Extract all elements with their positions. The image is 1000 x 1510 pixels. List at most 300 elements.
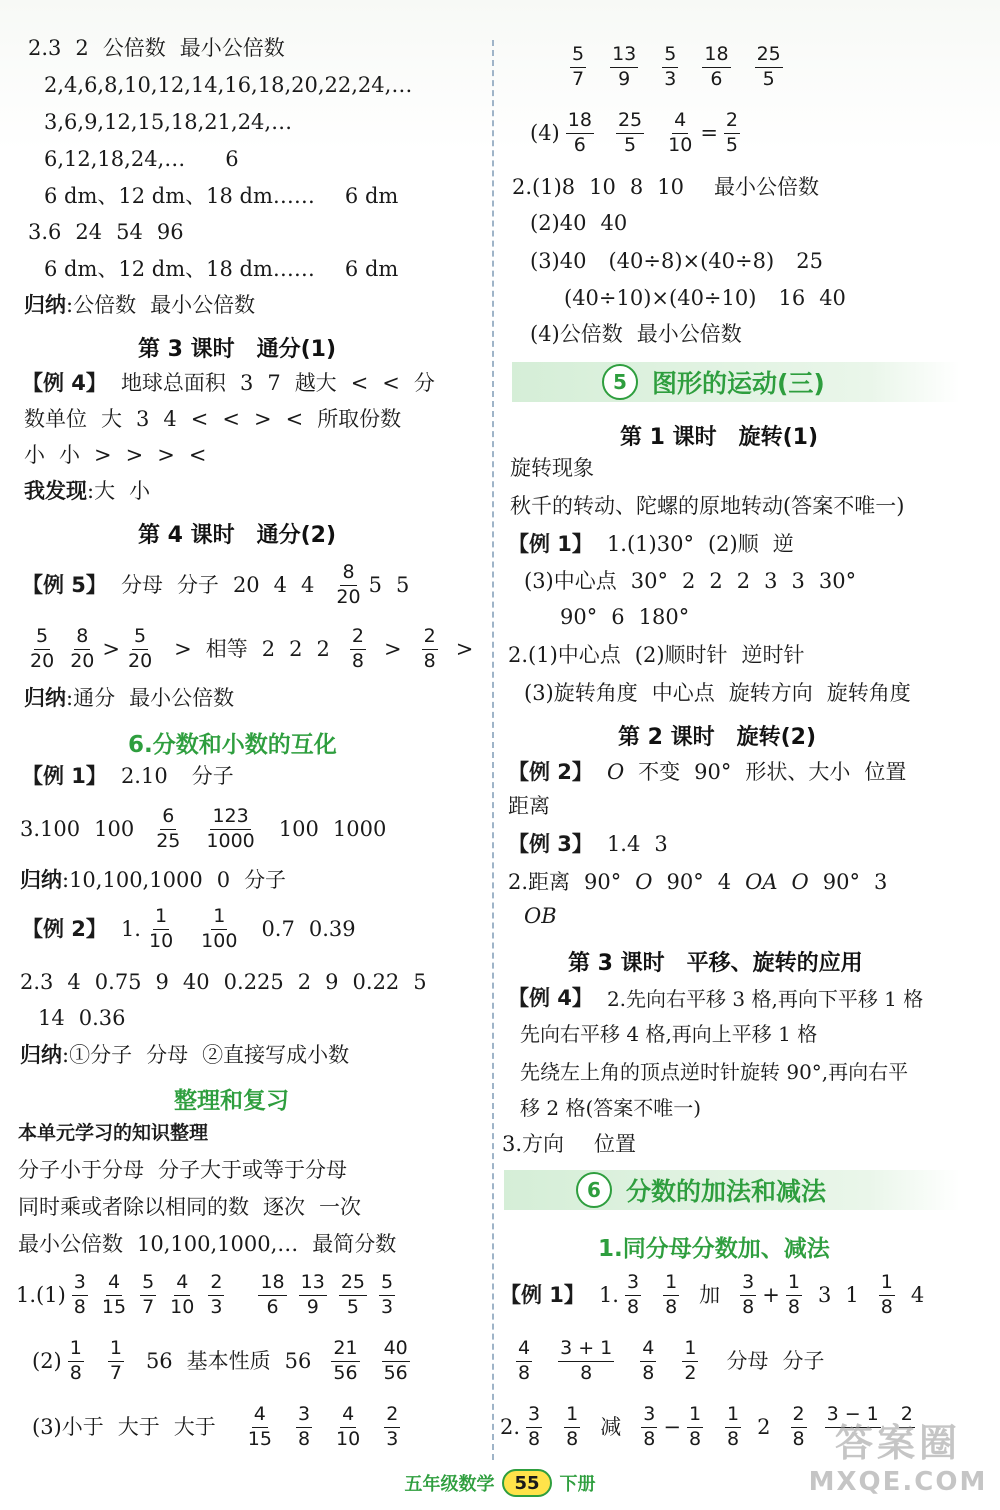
text: 9 [325, 970, 339, 994]
text: 一次 [319, 1195, 361, 1219]
text: 6 dm、12 dm、18 dm…… [44, 184, 315, 208]
denominator: 8 [688, 1427, 702, 1450]
fraction [339, 1270, 367, 1318]
fraction [68, 624, 96, 672]
denominator: 8 [580, 1361, 593, 1384]
numerator: 25 [755, 45, 783, 68]
text: 分母 [120, 572, 163, 597]
text: 最小公倍数 [179, 36, 285, 60]
text: 大于 [117, 1414, 160, 1439]
example-label: 【例 4】 [508, 986, 593, 1010]
text: 54 [116, 220, 143, 244]
answer-line [530, 213, 641, 234]
fraction [382, 1336, 410, 1384]
example-label: 【例 1】 [508, 532, 593, 556]
text: 3 [654, 832, 668, 856]
text: 20 [232, 572, 260, 597]
text: 逐次 [263, 1195, 305, 1219]
text: 4 [301, 572, 315, 597]
text: 2 [75, 36, 89, 60]
text: 分子 [782, 1348, 825, 1373]
text: 分母 [146, 1043, 189, 1067]
text: 1.4 [606, 832, 641, 856]
text: 最小公倍数 [129, 686, 235, 710]
numerator: 18 [702, 45, 730, 68]
numerator: 2 [791, 1405, 807, 1428]
text: 同时乘或者除以相同的数 [18, 1195, 249, 1219]
text: 1.(1) [16, 1282, 66, 1307]
fraction [570, 42, 586, 90]
text: (2)40 [530, 211, 587, 235]
answer-line [510, 496, 904, 517]
example-label: 【例 1】 [22, 764, 107, 788]
text: 180° [638, 605, 690, 629]
lesson-heading: 第 2 课时 旋转(2) [618, 725, 817, 750]
example-line [508, 872, 901, 893]
example-label: 【例 2】 [22, 916, 107, 941]
answer-line [512, 177, 833, 198]
numerator: 18 [258, 1273, 286, 1296]
text: 公倍数 [102, 36, 166, 60]
example-line [22, 626, 487, 672]
text: O [606, 760, 625, 784]
text: 25 [796, 249, 823, 273]
text: (4)公倍数 [530, 322, 623, 346]
numerator: 4 [672, 111, 688, 134]
lesson-heading: 第 3 课时 平移、旋转的应用 [568, 951, 863, 976]
example-line [508, 834, 682, 855]
answer-line [564, 288, 860, 309]
numerator: 1 [663, 1273, 679, 1296]
fraction [610, 42, 638, 90]
denominator: 7 [109, 1361, 122, 1384]
example-line [24, 409, 415, 430]
review-line [18, 1197, 375, 1218]
numerator: 5 [662, 45, 678, 68]
fraction [258, 1270, 286, 1318]
text: 2.10 [120, 764, 168, 788]
text: 3.100 [20, 816, 81, 841]
text: 中心点 [651, 681, 715, 705]
fraction [28, 624, 56, 672]
text: 小 [24, 443, 45, 467]
text: 小 [59, 443, 80, 467]
text: 6 dm [344, 257, 399, 281]
text: > [384, 636, 402, 661]
numerator: 18 [566, 111, 594, 134]
fraction [379, 1270, 395, 1318]
text: 2.3 [28, 36, 62, 60]
numerator: 1 [68, 1339, 84, 1362]
text: 2 [709, 569, 723, 593]
text: 3 [764, 569, 778, 593]
text: 加 [699, 1282, 721, 1307]
numerator: 13 [610, 45, 638, 68]
text: 40 [182, 970, 210, 994]
text: 6 [611, 605, 625, 629]
denominator: 8 [792, 1427, 805, 1450]
text: 4 [273, 572, 288, 597]
fraction [422, 624, 438, 672]
text: 3 [136, 407, 150, 431]
text: (2)顺时针 [634, 643, 728, 667]
fraction [682, 1336, 698, 1384]
text: (3)40 [530, 249, 587, 273]
numerator: 5 [140, 1273, 156, 1296]
page-number-badge: 55 [502, 1469, 551, 1497]
text: 2 [289, 636, 303, 661]
text: 分子 [191, 764, 234, 788]
text: 90° [822, 870, 860, 894]
denominator: 8 [643, 1427, 656, 1450]
text: 2 [736, 569, 751, 593]
numerator: 2 [899, 1405, 915, 1428]
text: > [174, 636, 192, 661]
unit-title: 分数的加法和减法 [626, 1177, 827, 1206]
text: 100 [278, 816, 319, 841]
numerator: 2 [422, 627, 438, 650]
fraction [566, 108, 594, 156]
text: 4 [910, 1282, 925, 1307]
text: 秋千的转动、陀螺的原地转动(答案不唯一) [510, 494, 905, 518]
review-subheading [18, 1124, 208, 1143]
denominator: 5 [346, 1295, 359, 1318]
numerator: 4 [106, 1273, 122, 1296]
text: OB [524, 904, 557, 928]
denominator: 5 [762, 67, 775, 90]
fraction [526, 1402, 542, 1450]
text: 2.距离 [508, 870, 571, 894]
section-heading: 6.分数和小数的互化 [128, 732, 337, 758]
example-label: 【例 4】 [22, 371, 107, 395]
denominator: 8 [73, 1295, 86, 1318]
text: 100 [94, 816, 135, 841]
footer-subject: 五年级数学 [404, 1474, 495, 1495]
numerator: 4 [174, 1273, 190, 1296]
text: 先向右平移 4 格,再向上平移 1 格 [520, 1022, 818, 1046]
text: 10 [589, 175, 616, 199]
fraction [140, 1270, 156, 1318]
example-line [22, 906, 370, 952]
denominator: 8 [297, 1427, 311, 1450]
text: − [663, 1414, 681, 1439]
text: 2,4,6,8,10,12,14,16,18,20,22,24,… [44, 73, 413, 97]
example-line [508, 645, 819, 666]
text: 3.方向 [502, 1132, 565, 1156]
text: > [102, 636, 120, 661]
fraction [516, 1336, 532, 1384]
fraction [296, 1402, 312, 1450]
text: (4) [530, 120, 560, 145]
text: 形状、大小 [745, 760, 851, 784]
denominator: 7 [142, 1295, 155, 1318]
denominator: 9 [618, 67, 631, 90]
answer-line [564, 44, 789, 90]
text: 2 [297, 970, 312, 994]
denominator: 20 [70, 649, 95, 672]
example-line [508, 988, 937, 1009]
example-line [524, 571, 870, 592]
unit-title: 图形的运动(三) [652, 369, 825, 398]
text: 3,6,9,12,15,18,21,24,… [44, 110, 293, 134]
text: 所取份数 [317, 407, 402, 431]
summary-line [24, 481, 164, 502]
denominator: 10 [148, 929, 174, 952]
lesson-heading: 第 3 课时 通分(1) [138, 337, 337, 362]
example-label: 【例 1】 [500, 1282, 585, 1307]
text: 1 [845, 1282, 859, 1307]
text: 最小公倍数 [18, 1232, 123, 1256]
text: 2 [757, 1414, 771, 1439]
fraction [199, 904, 239, 952]
denominator: 8 [351, 649, 364, 672]
example-line [508, 796, 550, 817]
watermark-logo [800, 1412, 996, 1506]
fraction [108, 1336, 124, 1384]
numerator: 1 [108, 1339, 124, 1362]
text: :10,100,1000 [62, 868, 203, 892]
fraction [724, 108, 740, 156]
text: 24 [75, 220, 103, 244]
text: 不变 [638, 760, 681, 784]
text: 2.(1)中心点 [508, 643, 621, 667]
numerator: 5 [132, 627, 148, 650]
numerator: 2 [208, 1273, 224, 1296]
numerator: 4 [640, 1339, 656, 1362]
example-line [524, 906, 557, 927]
text: 0.7 [261, 916, 295, 941]
numerator: 4 [340, 1405, 356, 1428]
summary-line [20, 870, 300, 891]
text: 最小公倍数 [636, 322, 742, 346]
example-line [502, 1134, 650, 1155]
text: 移 2 格(答案不唯一) [520, 1096, 702, 1120]
text: 10,100,1000,… [137, 1232, 299, 1256]
denominator: 2 [684, 1361, 697, 1384]
text: 最小公倍数 [150, 293, 256, 317]
fraction [786, 1270, 802, 1318]
review-line [18, 1234, 410, 1255]
review-line [32, 1404, 406, 1450]
example-line [510, 1338, 838, 1384]
summary-label: 归纳 [24, 686, 66, 710]
text: 逆 [772, 532, 794, 556]
text: 9 [155, 970, 169, 994]
numerator: 3 [72, 1273, 88, 1296]
text: (40÷8)×(40÷8) [608, 249, 775, 273]
text: 10 [657, 175, 684, 199]
answer-line [44, 186, 412, 207]
text: 3 [791, 569, 805, 593]
text: OA [745, 870, 778, 894]
text: (2) [32, 1348, 62, 1373]
unit-number-badge: 5 [602, 364, 638, 400]
text: 90° [560, 605, 598, 629]
numerator: 3 [296, 1405, 312, 1428]
text: :①分子 [62, 1043, 133, 1067]
text: 减 [600, 1414, 622, 1439]
numerator: 5 [34, 627, 50, 650]
fraction [662, 42, 678, 90]
numerator: 4 [252, 1405, 268, 1428]
example-line [508, 762, 920, 783]
fraction [334, 1402, 362, 1450]
denominator: 15 [101, 1295, 127, 1318]
numerator: 3 [740, 1273, 756, 1296]
numerator: 123 [210, 807, 250, 830]
text: 90° [666, 870, 704, 894]
text: 1. [598, 1282, 619, 1307]
text: 2. [500, 1414, 521, 1439]
answer-line [28, 38, 299, 59]
text: 1. [120, 916, 141, 941]
denominator: 15 [247, 1427, 272, 1450]
numerator: 25 [339, 1273, 367, 1296]
text: ②直接写成小数 [202, 1043, 350, 1067]
example-line [500, 1272, 938, 1318]
answer-line [530, 251, 837, 272]
text: 30° [630, 569, 668, 593]
section-heading: 整理和复习 [174, 1088, 289, 1114]
example-line [24, 445, 220, 466]
text: 3.6 [28, 220, 62, 244]
fraction [640, 1336, 656, 1384]
numerator: 3 [526, 1405, 542, 1428]
text: 旋转现象 [510, 456, 594, 480]
summary-line [24, 295, 269, 316]
numerator: 1 [687, 1405, 703, 1428]
numerator: 4 [516, 1339, 532, 1362]
text: < [222, 407, 240, 431]
answer-line [28, 222, 198, 243]
text: 0 [216, 868, 231, 892]
numerator: 3 + 1 [558, 1339, 614, 1362]
denominator: 8 [880, 1295, 893, 1318]
denominator: 10 [336, 1427, 361, 1450]
text: (2)顺 [707, 532, 759, 556]
text: 56 [284, 1348, 312, 1373]
text: O [791, 870, 809, 894]
text: 位置 [594, 1132, 637, 1156]
fraction [204, 804, 256, 852]
denominator: 5 [623, 133, 637, 156]
fraction [687, 1402, 703, 1450]
numerator: 13 [299, 1273, 327, 1296]
numerator: 1 [725, 1405, 741, 1428]
denominator: 9 [306, 1295, 319, 1318]
text: 相等 [205, 636, 248, 661]
text: 1.(1)30° [606, 532, 694, 556]
text: 5 [395, 572, 410, 597]
summary-label: 归纳 [20, 1043, 62, 1067]
footer-volume: 下册 [559, 1474, 596, 1495]
text: 6 [225, 147, 239, 171]
fraction [208, 1270, 224, 1318]
text: < [285, 407, 304, 431]
example-line [520, 1098, 701, 1118]
example-line [38, 1008, 140, 1029]
denominator: 20 [127, 649, 153, 672]
page-footer [340, 1466, 660, 1500]
answer-line [44, 75, 412, 96]
text: < [188, 443, 207, 467]
review-line [32, 1338, 416, 1384]
numerator: 2 [350, 627, 366, 650]
example-line [508, 534, 808, 555]
numerator: 1 [879, 1273, 895, 1296]
text: 4 [67, 970, 81, 994]
numerator: 8 [340, 563, 356, 586]
example-label: 【例 3】 [508, 832, 593, 856]
text: 0.39 [308, 916, 356, 941]
lesson-heading: 第 4 课时 通分(2) [138, 523, 337, 548]
fraction [350, 624, 366, 672]
text: 4 [717, 870, 732, 894]
text: > [94, 443, 112, 467]
unit-number-badge: 6 [576, 1172, 612, 1208]
denominator: 8 [518, 1361, 531, 1384]
denominator: 8 [787, 1295, 800, 1318]
fraction [666, 108, 694, 156]
text: (3)小于 [32, 1414, 104, 1439]
fraction [879, 1270, 895, 1318]
answer-line [530, 324, 756, 345]
numerator: 8 [74, 627, 90, 650]
fraction [558, 1336, 614, 1384]
text: 先绕左上角的顶点逆时针旋转 90°,再向右平 [520, 1060, 909, 1084]
fraction [246, 1402, 274, 1450]
text: 14 [38, 1006, 65, 1030]
text: 2.先向右平移 3 格,再向下平移 1 格 [606, 986, 924, 1011]
numerator: 25 [616, 111, 644, 134]
text: (3)旋转角度 [524, 681, 638, 705]
denominator: 3 [386, 1427, 399, 1450]
text: 1000 [332, 816, 387, 841]
numerator: 5 [379, 1273, 395, 1296]
text: 分子小于分母 [18, 1158, 144, 1182]
denominator: 3 [210, 1295, 223, 1318]
denominator: 1000 [206, 829, 255, 852]
summary-line [20, 1045, 363, 1066]
fraction [616, 108, 644, 156]
text: 5 [413, 970, 427, 994]
denominator: 8 [423, 649, 436, 672]
fraction [154, 804, 182, 852]
denominator: 10 [170, 1295, 195, 1318]
summary-label: 归纳 [20, 868, 62, 892]
denominator: 6 [710, 67, 723, 90]
text: > [253, 407, 272, 431]
answer-line [510, 458, 594, 479]
text: 56 [145, 1348, 173, 1373]
text: 分子 [176, 572, 219, 597]
text: 7 [267, 371, 281, 395]
text: 大 [101, 407, 122, 431]
text: 逆时针 [741, 643, 805, 667]
denominator: 56 [333, 1361, 358, 1384]
denominator: 8 [528, 1427, 541, 1450]
text: 40 [819, 286, 846, 310]
fraction [740, 1270, 756, 1318]
fraction [564, 1402, 580, 1450]
answer-line [44, 149, 253, 170]
text: 2.(1)8 [512, 175, 576, 199]
text: 最小公倍数 [714, 175, 819, 199]
text: + [762, 1282, 780, 1307]
text: < [382, 371, 400, 395]
numerator: 21 [331, 1339, 359, 1362]
denominator: 20 [30, 649, 55, 672]
